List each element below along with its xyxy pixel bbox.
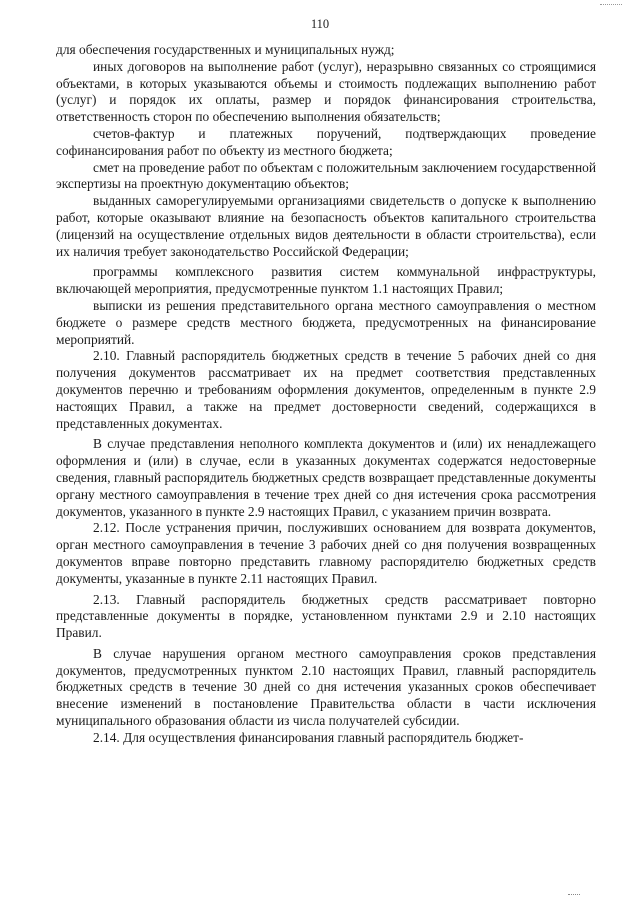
paragraph: 2.14. Для осуществления финансирования главный распорядитель бюджет- xyxy=(93,729,524,745)
scan-edge-mark xyxy=(600,0,622,5)
scan-edge-mark xyxy=(568,894,580,897)
paragraph: выданных саморегулируемыми организациями свидетельств о допуске к выполнению работ, которые оказывают влияние на безопасность объектов капитального строительства (лицензий на осуществление отдельных видов деятельности в области строительства), если их наличия требует законодательство Российской Федерации; xyxy=(56,193,596,259)
paragraph: выписки из решения представительного органа местного самоуправления о местном бюджете о размере средств местного бюджета, предусмотренных на финансирование мероприятий. xyxy=(56,297,596,347)
paragraph: смет на проведение работ по объектам с положительным заключением государственной экспертизы на проектную документацию объектов; xyxy=(56,159,596,192)
document-body xyxy=(56,42,596,747)
page-number: 110 xyxy=(310,17,330,31)
paragraph: счетов-фактур и платежных поручений, подтверждающих проведение софинансирования работ по объекту из местного бюджета; xyxy=(56,125,596,158)
paragraph: В случае представления неполного комплекта документов и (или) их ненадлежащего оформления и (или) в случае, если в указанных документах содержатся недостоверные сведения, главный распорядитель бюджетных средств возвращает представленные документы органу местного самоуправления в течение трех дней со дня истечения срока рассмотрения документов, указанного в пункте 2.9 настоящих Правил, с указанием причин возврата. xyxy=(56,436,596,519)
paragraph: иных договоров на выполнение работ (услуг), неразрывно связанных со строящимися объектами, в которых указываются объемы и стоимость подлежащих выполнению работ (услуг) и порядок их оплаты, размер и порядок финансирования строительства, ответственность сторон по обеспечению выполнения обязательств; xyxy=(56,58,596,125)
paragraph: 2.10. Главный распорядитель бюджетных средств в течение 5 рабочих дней со дня получения документов рассматривает их на предмет соответствия представленных документов перечню и требованиям оформления документов, определенным в пункте 2.9 настоящих Правил, а также на предмет достоверности сведений, содержащихся в представленных документах. xyxy=(56,348,596,431)
paragraph: 2.12. После устранения причин, послуживших основанием для возврата документов, орган местного самоуправления в течение 3 рабочих дней со дня получения возвращенных документов вправе повторно представить главному распорядителю бюджетных средств документы, указанные в пункте 2.11 настоящих Правил. xyxy=(56,520,596,586)
paragraph: В случае нарушения органом местного самоуправления сроков представления документов, предусмотренных пунктом 2.10 настоящих Правил, главный распорядитель бюджетных средств в течение 30 дней со дня истечения указанных сроков обеспечивает внесение изменений в постановление Правительства области в части исключения муниципального образования области из числа получателей субсидии. xyxy=(56,645,596,729)
paragraph: программы комплексного развития систем коммунальной инфраструктуры, включающей мероприятия, предусмотренные пунктом 1.1 настоящих Правил; xyxy=(56,264,596,297)
paragraph: для обеспечения государственных и муниципальных нужд; xyxy=(56,42,395,57)
paragraph: 2.13. Главный распорядитель бюджетных средств рассматривает повторно представленные документы в порядке, установленном пунктами 2.9 и 2.10 настоящих Правил. xyxy=(56,591,596,641)
